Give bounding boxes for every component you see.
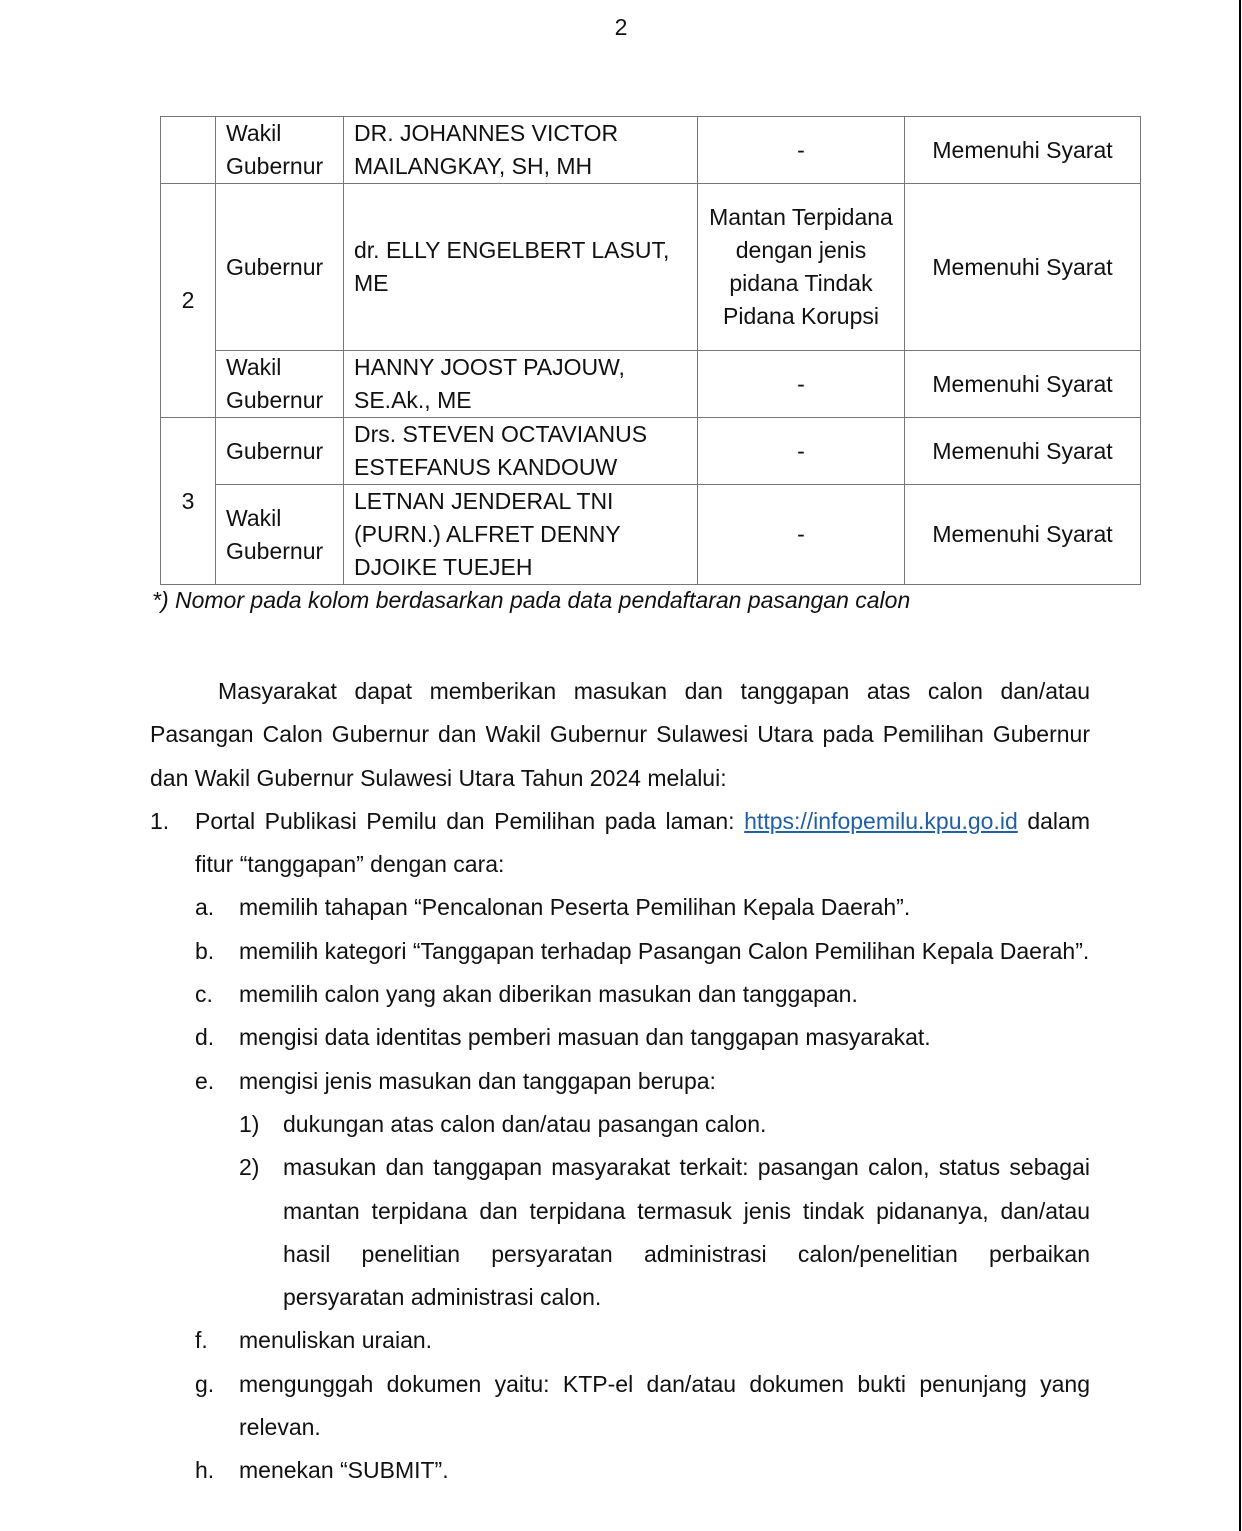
table-row <box>161 117 1141 184</box>
step-text: memilih kategori “Tanggapan terhadap Pasangan Calon Pemilihan Kepala Daerah”. <box>239 937 1090 964</box>
intro-paragraph: Masyarakat dapat memberikan masukan dan tanggapan atas calon dan/atau Pasangan Calon Gubernur dan Wakil Gubernur Sulawesi Utara pada Pemilihan Gubernur dan Wakil Gubernur Sulawesi Utara Tahun 2024 melalui: <box>150 678 1090 791</box>
cell-number: 2 <box>161 184 216 418</box>
cell-name: DR. JOHANNES VICTOR MAILANGKAY, SH, MH <box>344 117 698 184</box>
list-marker: e. <box>195 1067 215 1094</box>
page-edge-line <box>1239 0 1241 1531</box>
list-item-step-h <box>150 1449 1090 1492</box>
page-number: 2 <box>614 14 628 40</box>
candidate-table <box>160 116 1141 585</box>
cell-status: Memenuhi Syarat <box>905 184 1141 351</box>
list-marker: 1) <box>239 1110 260 1137</box>
cell-note: - <box>698 351 905 418</box>
step-text: memilih tahapan “Pencalonan Peserta Pemilihan Kepala Daerah”. <box>239 894 911 921</box>
cell-position: Wakil Gubernur <box>216 117 344 184</box>
list-item-step-b <box>150 930 1090 973</box>
step-text: mengunggah dokumen yaitu: KTP-el dan/atau dokumen bukti penunjang yang relevan. <box>239 1370 1090 1441</box>
list-item-step-d <box>150 1016 1090 1059</box>
list-marker: h. <box>195 1457 215 1484</box>
step-text: memilih calon yang akan diberikan masukan dan tanggapan. <box>239 981 858 1008</box>
list-item-substep-1 <box>150 1103 1090 1146</box>
step-text: mengisi data identitas pemberi masuan dan tanggapan masyarakat. <box>239 1024 931 1051</box>
cell-status: Memenuhi Syarat <box>905 485 1141 585</box>
cell-note: Mantan Terpidana dengan jenis pidana Tindak Pidana Korupsi <box>698 184 905 351</box>
table-row <box>161 184 1141 351</box>
portal-text: Portal Publikasi Pemilu dan Pemilihan pada laman: <box>195 807 745 834</box>
cell-number: 3 <box>161 418 216 585</box>
list-item-step-e <box>150 1060 1090 1103</box>
cell-note: - <box>698 117 905 184</box>
substep-text: dukungan atas calon dan/atau pasangan calon. <box>283 1110 767 1137</box>
cell-status: Memenuhi Syarat <box>905 351 1141 418</box>
step-text: menuliskan uraian. <box>239 1327 433 1354</box>
list-item-step-g <box>150 1363 1090 1450</box>
cell-position: Wakil Gubernur <box>216 485 344 585</box>
cell-status: Memenuhi Syarat <box>905 418 1141 485</box>
cell-note: - <box>698 418 905 485</box>
cell-number <box>161 117 216 184</box>
list-marker: c. <box>195 981 213 1008</box>
table-row <box>161 418 1141 485</box>
list-marker: b. <box>195 937 215 964</box>
table-row <box>161 485 1141 585</box>
cell-position: Wakil Gubernur <box>216 351 344 418</box>
cell-position: Gubernur <box>216 418 344 485</box>
cell-name: Drs. STEVEN OCTAVIANUS ESTEFANUS KANDOUW <box>344 418 698 485</box>
list-marker: f. <box>195 1327 208 1354</box>
list-item-step-c <box>150 973 1090 1016</box>
table-footnote: *) Nomor pada kolom berdasarkan pada data pendaftaran pasangan calon <box>152 587 911 613</box>
cell-name: HANNY JOOST PAJOUW, SE.Ak., ME <box>344 351 698 418</box>
cell-name: LETNAN JENDERAL TNI (PURN.) ALFRET DENNY DJOIKE TUEJEH <box>344 485 698 585</box>
list-marker: 1. <box>150 807 170 834</box>
step-text: menekan “SUBMIT”. <box>239 1457 449 1484</box>
cell-note: - <box>698 485 905 585</box>
document-body <box>150 670 1090 1493</box>
substep-text: masukan dan tanggapan masyarakat terkait: pasangan calon, status sebagai mantan terpidana dan terpidana termasuk jenis tindak pidananya, dan/atau hasil penelitian persyaratan administrasi calon/penelitian perbaikan persyaratan administrasi calon. <box>283 1154 1090 1311</box>
list-item-portal <box>150 800 1090 887</box>
list-marker: 2) <box>239 1154 260 1181</box>
list-item-substep-2 <box>150 1146 1090 1319</box>
list-marker: a. <box>195 894 215 921</box>
cell-position: Gubernur <box>216 184 344 351</box>
step-text: mengisi jenis masukan dan tanggapan berupa: <box>239 1067 716 1094</box>
list-marker: d. <box>195 1024 215 1051</box>
cell-status: Memenuhi Syarat <box>905 117 1141 184</box>
cell-name: dr. ELLY ENGELBERT LASUT, ME <box>344 184 698 351</box>
list-item-step-a <box>150 886 1090 929</box>
list-marker: g. <box>195 1370 215 1397</box>
list-item-step-f <box>150 1319 1090 1362</box>
infopemilu-link[interactable]: https://infopemilu.kpu.go.id <box>744 807 1018 834</box>
table-row <box>161 351 1141 418</box>
portal-text-after: dalam fitur “tanggapan” dengan cara: <box>195 807 1090 878</box>
